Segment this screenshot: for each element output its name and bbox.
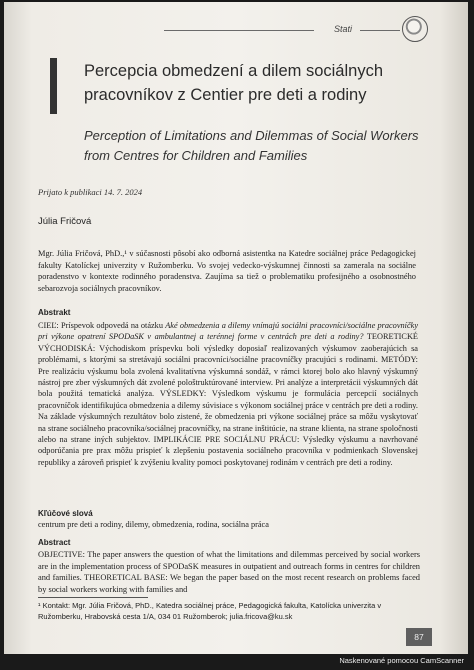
accepted-date: Prijato k publikaci 14. 7. 2024 xyxy=(38,187,143,197)
keywords-heading: Kľúčové slová xyxy=(38,509,93,518)
abstract-en-heading: Abstract xyxy=(38,538,71,547)
journal-page xyxy=(4,2,468,654)
abstrakt-text xyxy=(38,320,418,468)
header-rule-left xyxy=(164,30,314,31)
page-number: 87 xyxy=(406,628,432,646)
footnote: ¹ Kontakt: Mgr. Júlia Fričová, PhD., Katedra sociálnej práce, Pedagogická fakulta, Katolícka univerzita v Ružomberku, Hrabovská cesta 1/A, 034 01 Ružomberok; julia.fricova@ku.sk xyxy=(38,601,382,621)
author-bio: Mgr. Júlia Fričová, PhD.,¹ v súčasnosti pôsobí ako odborná asistentka na Katedre sociálnej práce Pedagogickej fakulty Katolíckej univerzity v Ružomberku. Vo svojej vedecko-výskumnej činnosti sa zamerala na sociálne poradenstvo v kontexte rodinného poradenstva. Zaujíma sa tiež o problematiku profesijného a osobnostného sebarozvoja sociálnych pracovníkov. xyxy=(38,249,416,293)
footnote-rule xyxy=(38,597,148,598)
article-title-en: Perception of Limitations and Dilemmas of Social Workers from Centres for Children and Families xyxy=(84,128,419,163)
journal-logo-icon xyxy=(402,16,428,42)
title-accent-bar xyxy=(50,58,57,114)
author-name: Júlia Fričová xyxy=(38,216,92,227)
abstract-en-text: OBJECTIVE: The paper answers the question of what the limitations and dilemmas perceived by social workers are in the implementation process of SPODaSK measures in outpatient and outreach forms in centres for children and families. THEORETICAL BASE: We began the paper based on the most recent research on problems faced by social workers working with families and xyxy=(38,550,420,594)
section-label: Stati xyxy=(334,24,353,34)
abstrakt-heading: Abstrakt xyxy=(38,308,71,317)
scanner-watermark: Naskenované pomocou CamScanner xyxy=(339,656,464,665)
abstrakt-body: TEORETICKÉ VÝCHODISKÁ: Východiskom príspevku boli výsledky doposiaľ realizovaných výskumov zaoberajúcich sa problémami, s ktorými sa stretávajú sociálni pracovníci/sociálne pracovníčky pracujúci s rodinami. METÓDY: Pre realizáciu výskumu bola zvolená kvalitatívna výskumná sondáž, v rámci ktorej bolo ako hlavný výskumný nástroj pre zber výskumných dát zvolené pološtruktúrované interview. Pri analýze a interpretácii výskumných dát bola použitá tematická analýza. VÝSLEDKY: Výsledkom výskumu je formulácia percepcií sociálnych pracovníčok identifikujúca obmedzenia a dilemy súvisiace s výkonom sociálnej práce v centrách pre deti a rodiny. Na základe výskumných rezultátov bolo zistené, že obmedzenia pri výkone sociálnej práce sa môžu vyskytovať na strane sociálneho pracovníka/sociálnej pracovníčky, na strane inštitúcie, na strane klienta, na strane spoločnosti alebo na strane iných subjektov. IMPLIKÁCIE PRE SOCIÁLNU PRÁCU: Výsledky výskumu a navrhované odporúčania pre prax môžu prispieť k zlepšeniu postavenia sociálneho pracovníka v podmienkach Slovenskej republiky a zároveň prispieť k zvýšeniu kvality pomoci poskytovanej rodinám v centrách pre deti a rodiny. xyxy=(38,332,418,467)
running-header xyxy=(4,24,468,38)
abstrakt-objective-lead: CIEĽ: Príspevok odpovedá na otázku xyxy=(38,321,166,330)
article-title-sk: Percepcia obmedzení a dilem sociálnych pracovníkov z Centier pre deti a rodiny xyxy=(84,62,383,104)
abstrakt-question: Aké obmedzenia a dilemy vnímajú sociálni pracovníci/sociálne pracovníčky pri výkone opatrení SPODaSK v ambulantnej a terénnej forme v centrách pre deti a rodiny? xyxy=(38,321,419,342)
header-rule-right xyxy=(360,30,400,31)
keywords-text: centrum pre deti a rodiny, dilemy, obmedzenia, rodina, sociálna práca xyxy=(38,520,269,529)
